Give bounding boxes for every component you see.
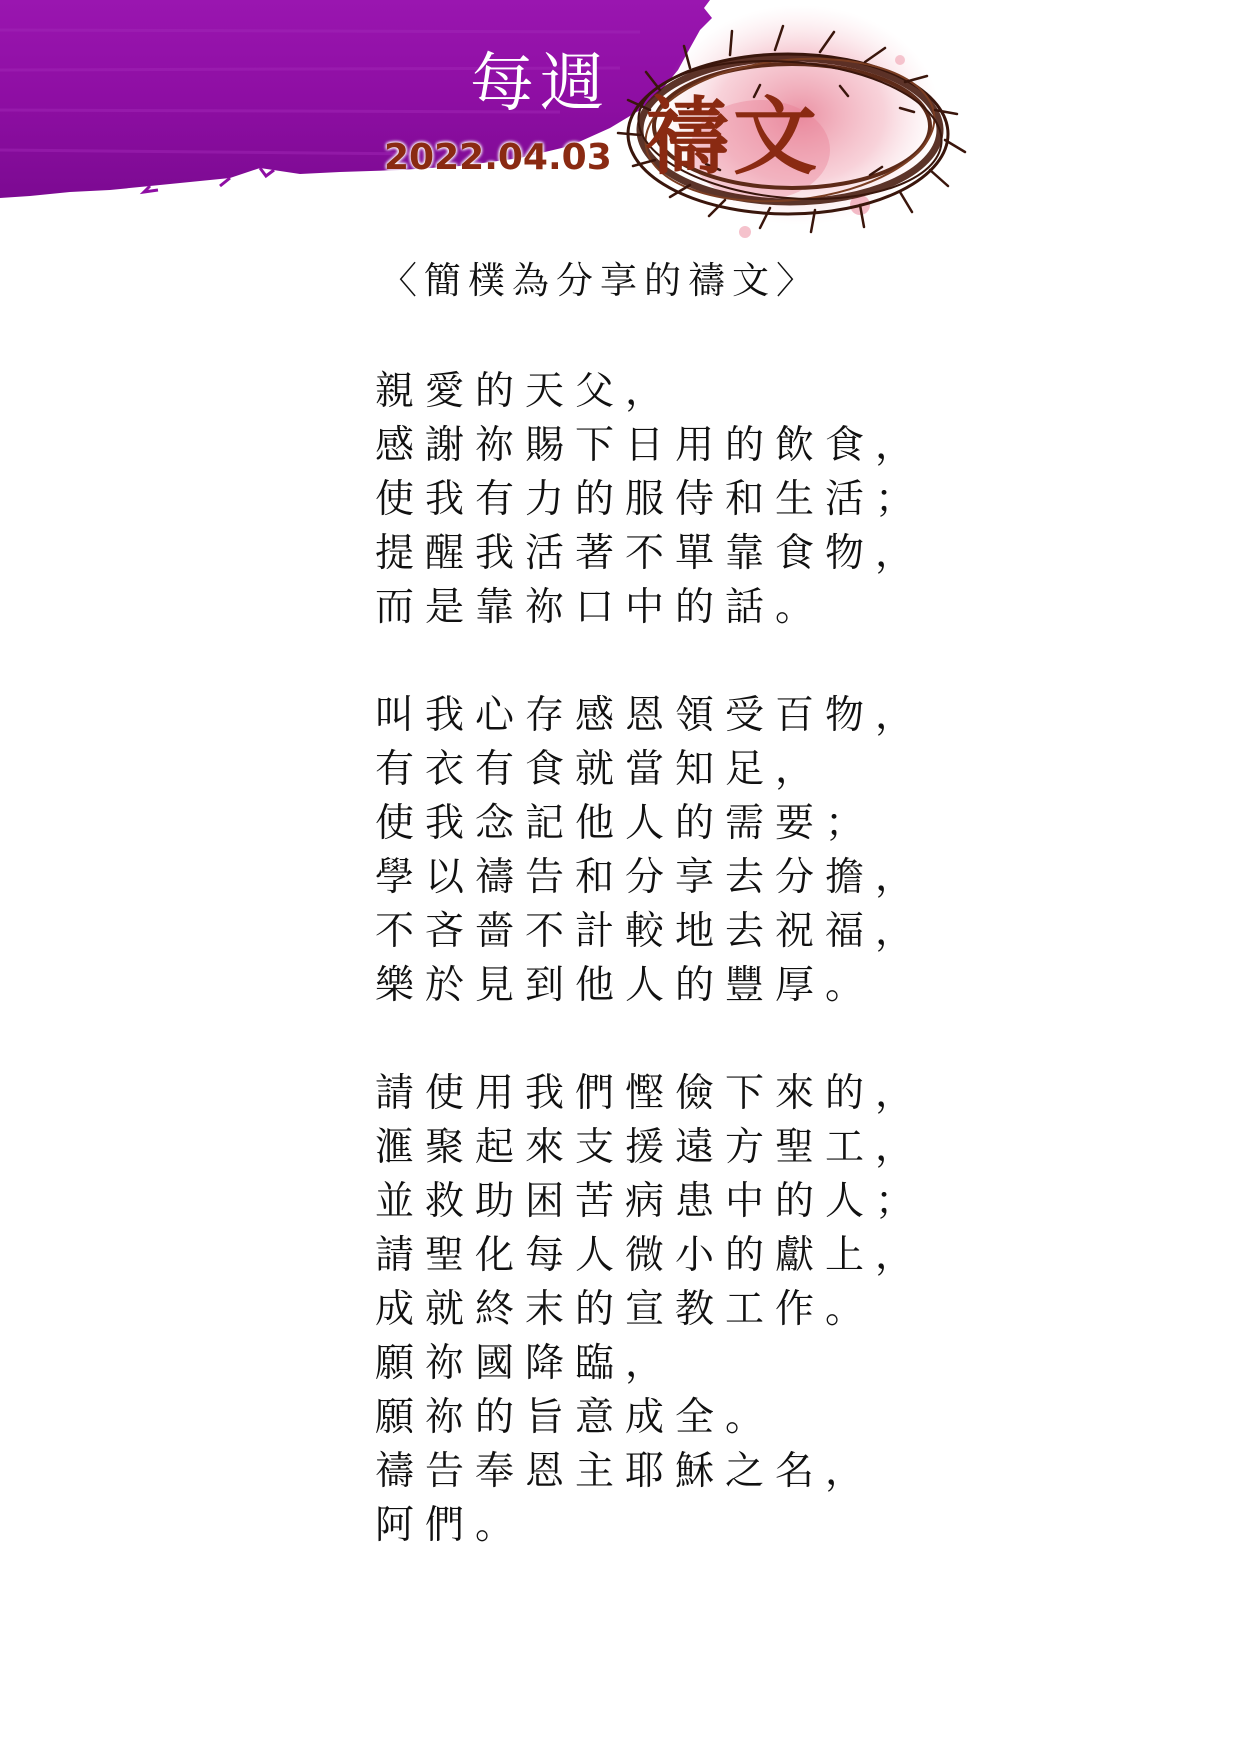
title-prayer: 禱文 [645,87,822,186]
title-date: 2022.04.03 [384,137,612,178]
prayer-line: 阿們。 [375,1503,526,1548]
prayer-line: 不吝嗇不計較地去祝福， [375,909,926,954]
prayer-line: 使我有力的服侍和生活； [375,477,926,522]
prayer-body [375,365,935,1607]
prayer-line: 滙聚起來支援遠方聖工， [375,1125,926,1170]
prayer-line: 有衣有食就當知足， [375,747,826,792]
prayer-line: 感謝祢賜下日用的飲食， [375,423,926,468]
prayer-line: 樂於見到他人的豐厚。 [375,963,876,1008]
prayer-line: 願祢國降臨， [375,1341,676,1386]
prayer-line: 請聖化每人微小的獻上， [375,1233,926,1278]
prayer-line: 成就終末的宣教工作。 [375,1287,876,1332]
prayer-line: 使我念記他人的需要； [375,801,876,846]
stanza [375,689,935,1013]
header-banner [0,0,1000,260]
prayer-line: 禱告奉恩主耶穌之名， [375,1449,876,1494]
prayer-line: 並救助困苦病患中的人； [375,1179,926,1224]
prayer-line: 叫我心存感恩領受百物， [375,693,926,738]
prayer-line: 提醒我活著不單靠食物， [375,531,926,576]
prayer-line: 而是靠祢口中的話。 [375,585,826,630]
prayer-line: 親愛的天父， [375,369,676,414]
prayer-line: 願祢的旨意成全。 [375,1395,776,1440]
prayer-line: 請使用我們慳儉下來的， [375,1071,926,1116]
purple-brush-stroke [0,0,1000,260]
stanza [375,1067,935,1553]
prayer-subtitle: 〈簡樸為分享的禱文〉 [380,259,820,302]
prayer-line: 學以禱告和分享去分擔， [375,855,926,900]
title-weekly: 每週 [470,47,610,121]
stanza [375,365,935,635]
